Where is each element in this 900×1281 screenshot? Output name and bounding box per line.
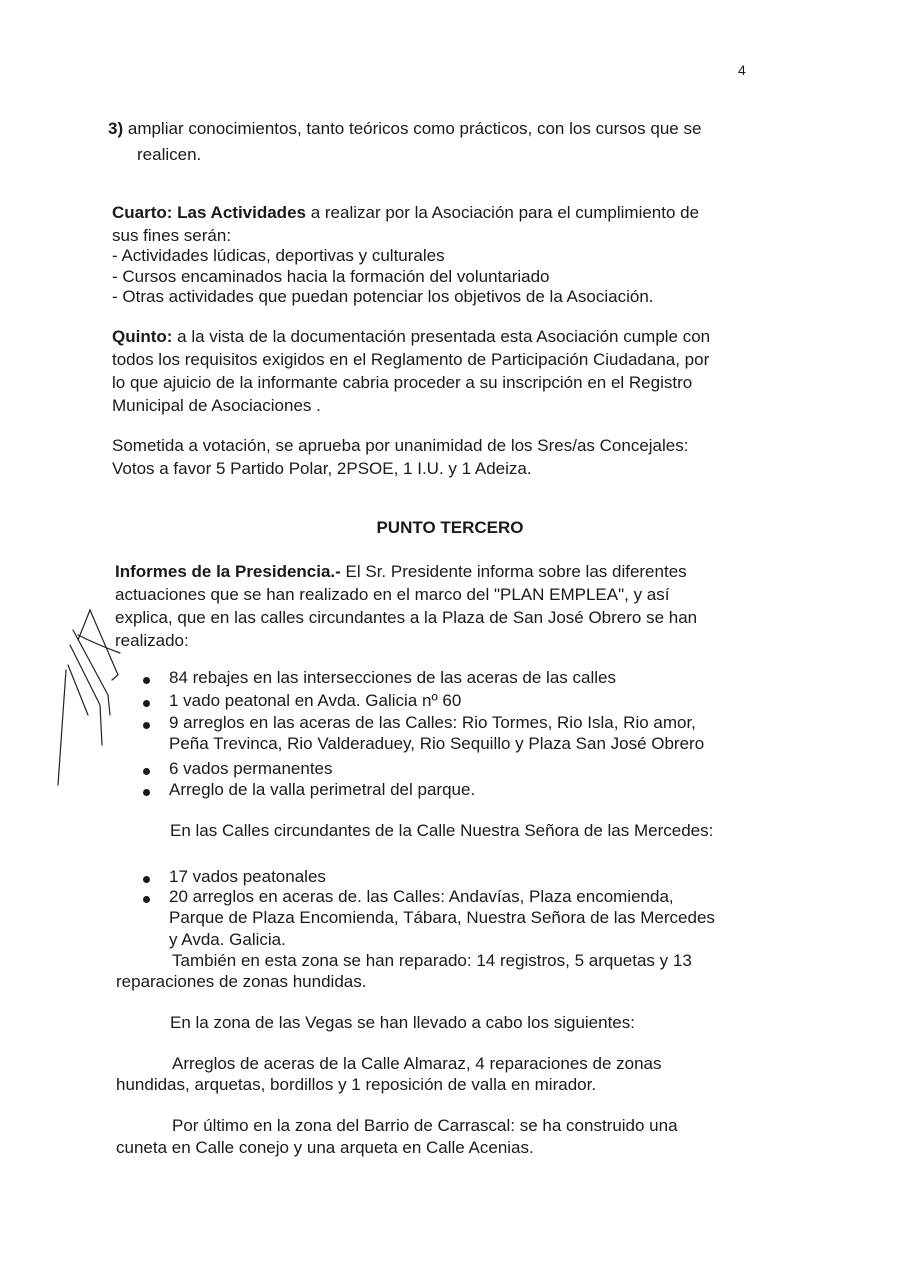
cuarto-line2: sus fines serán: xyxy=(112,226,232,245)
bullet-dot xyxy=(143,876,150,883)
list-item-continuation: Parque de Plaza Encomienda, Tábara, Nuestra Señora de las Mercedes xyxy=(169,908,715,927)
item3-line2: realicen. xyxy=(137,145,202,164)
almaraz-line2: hundidas, arquetas, bordillos y 1 reposición de valla en mirador. xyxy=(116,1075,597,1094)
informes-line4: realizado: xyxy=(115,631,189,650)
almaraz-line1: Arreglos de aceras de la Calle Almaraz, 4 reparaciones de zonas xyxy=(172,1054,662,1073)
list-item: 6 vados permanentes xyxy=(169,759,333,778)
bullet-dot xyxy=(143,768,150,775)
quinto-text: a la vista de la documentación presentada esta Asociación cumple con xyxy=(172,327,711,346)
signature-stroke xyxy=(68,665,88,715)
cuarto-item: - Otras actividades que puedan potenciar los objetivos de la Asociación. xyxy=(112,287,654,306)
list-item: 84 rebajes en las intersecciones de las aceras de las calles xyxy=(169,668,616,687)
bullet-dot xyxy=(143,722,150,729)
cuarto-item: - Actividades lúdicas, deportivas y culturales xyxy=(112,246,445,265)
vegas-line: En la zona de las Vegas se han llevado a cabo los siguientes: xyxy=(170,1013,635,1032)
quinto-line4: Municipal de Asociaciones . xyxy=(112,396,321,415)
mercedes-intro: En las Calles circundantes de la Calle Nuestra Señora de las Mercedes: xyxy=(170,821,714,840)
list-item-continuation: Peña Trevinca, Rio Valderaduey, Rio Sequillo y Plaza San José Obrero xyxy=(169,734,705,753)
item3-line1 xyxy=(108,119,701,139)
handwritten-signature xyxy=(48,605,128,790)
list-item: 17 vados peatonales xyxy=(169,867,326,886)
list-item: Arreglo de la valla perimetral del parque. xyxy=(169,780,476,799)
list-item: 9 arreglos en las aceras de las Calles: Rio Tormes, Rio Isla, Rio amor, xyxy=(169,713,696,732)
signature-stroke xyxy=(78,610,118,680)
bullet-dot xyxy=(143,700,150,707)
tambien-line2: reparaciones de zonas hundidas. xyxy=(116,972,367,991)
informes-label: Informes de la Presidencia.- xyxy=(115,562,341,581)
page-number: 4 xyxy=(738,62,746,78)
item3-marker: 3) xyxy=(108,119,124,138)
item3-text: ampliar conocimientos, tanto teóricos como prácticos, con los cursos que se xyxy=(127,119,702,138)
quinto-line1 xyxy=(112,327,710,347)
informes-line2: actuaciones que se han realizado en el marco del "PLAN EMPLEA", y así xyxy=(115,585,670,604)
informes-text: El Sr. Presidente informa sobre las diferentes xyxy=(340,562,687,581)
quinto-line3: lo que ajuicio de la informante cabria proceder a su inscripción en el Registro xyxy=(112,373,693,392)
informes-line3: explica, que en las calles circundantes a la Plaza de San José Obrero se han xyxy=(115,608,698,627)
carrascal-line2: cuneta en Calle conejo y una arqueta en Calle Acenias. xyxy=(116,1138,534,1157)
quinto-line2: todos los requisitos exigidos en el Reglamento de Participación Ciudadana, por xyxy=(112,350,710,369)
cuarto-label: Cuarto: Las Actividades xyxy=(112,203,306,222)
signature-stroke xyxy=(70,645,102,745)
cuarto-line1 xyxy=(112,203,699,223)
cuarto-text: a realizar por la Asociación para el cumplimiento de xyxy=(305,203,700,222)
informes-line1 xyxy=(115,562,687,582)
section-heading: PUNTO TERCERO xyxy=(376,518,524,537)
bullet-dot xyxy=(143,789,150,796)
list-item: 20 arreglos en aceras de. las Calles: Andavías, Plaza encomienda, xyxy=(169,887,674,906)
quinto-label: Quinto: xyxy=(112,327,173,346)
list-item-continuation: y Avda. Galicia. xyxy=(169,930,286,949)
cuarto-item: - Cursos encaminados hacia la formación del voluntariado xyxy=(112,267,550,286)
bullet-dot xyxy=(143,896,150,903)
votacion-line1: Sometida a votación, se aprueba por unanimidad de los Sres/as Concejales: xyxy=(112,436,689,455)
bullet-dot xyxy=(143,677,150,684)
carrascal-line1: Por último en la zona del Barrio de Carrascal: se ha construido una xyxy=(172,1116,678,1135)
tambien-line1: También en esta zona se han reparado: 14 registros, 5 arquetas y 13 xyxy=(172,951,692,970)
votacion-line2: Votos a favor 5 Partido Polar, 2PSOE, 1 I.U. y 1 Adeiza. xyxy=(112,459,532,478)
list-item: 1 vado peatonal en Avda. Galicia nº 60 xyxy=(169,691,462,710)
signature-stroke xyxy=(58,670,66,785)
